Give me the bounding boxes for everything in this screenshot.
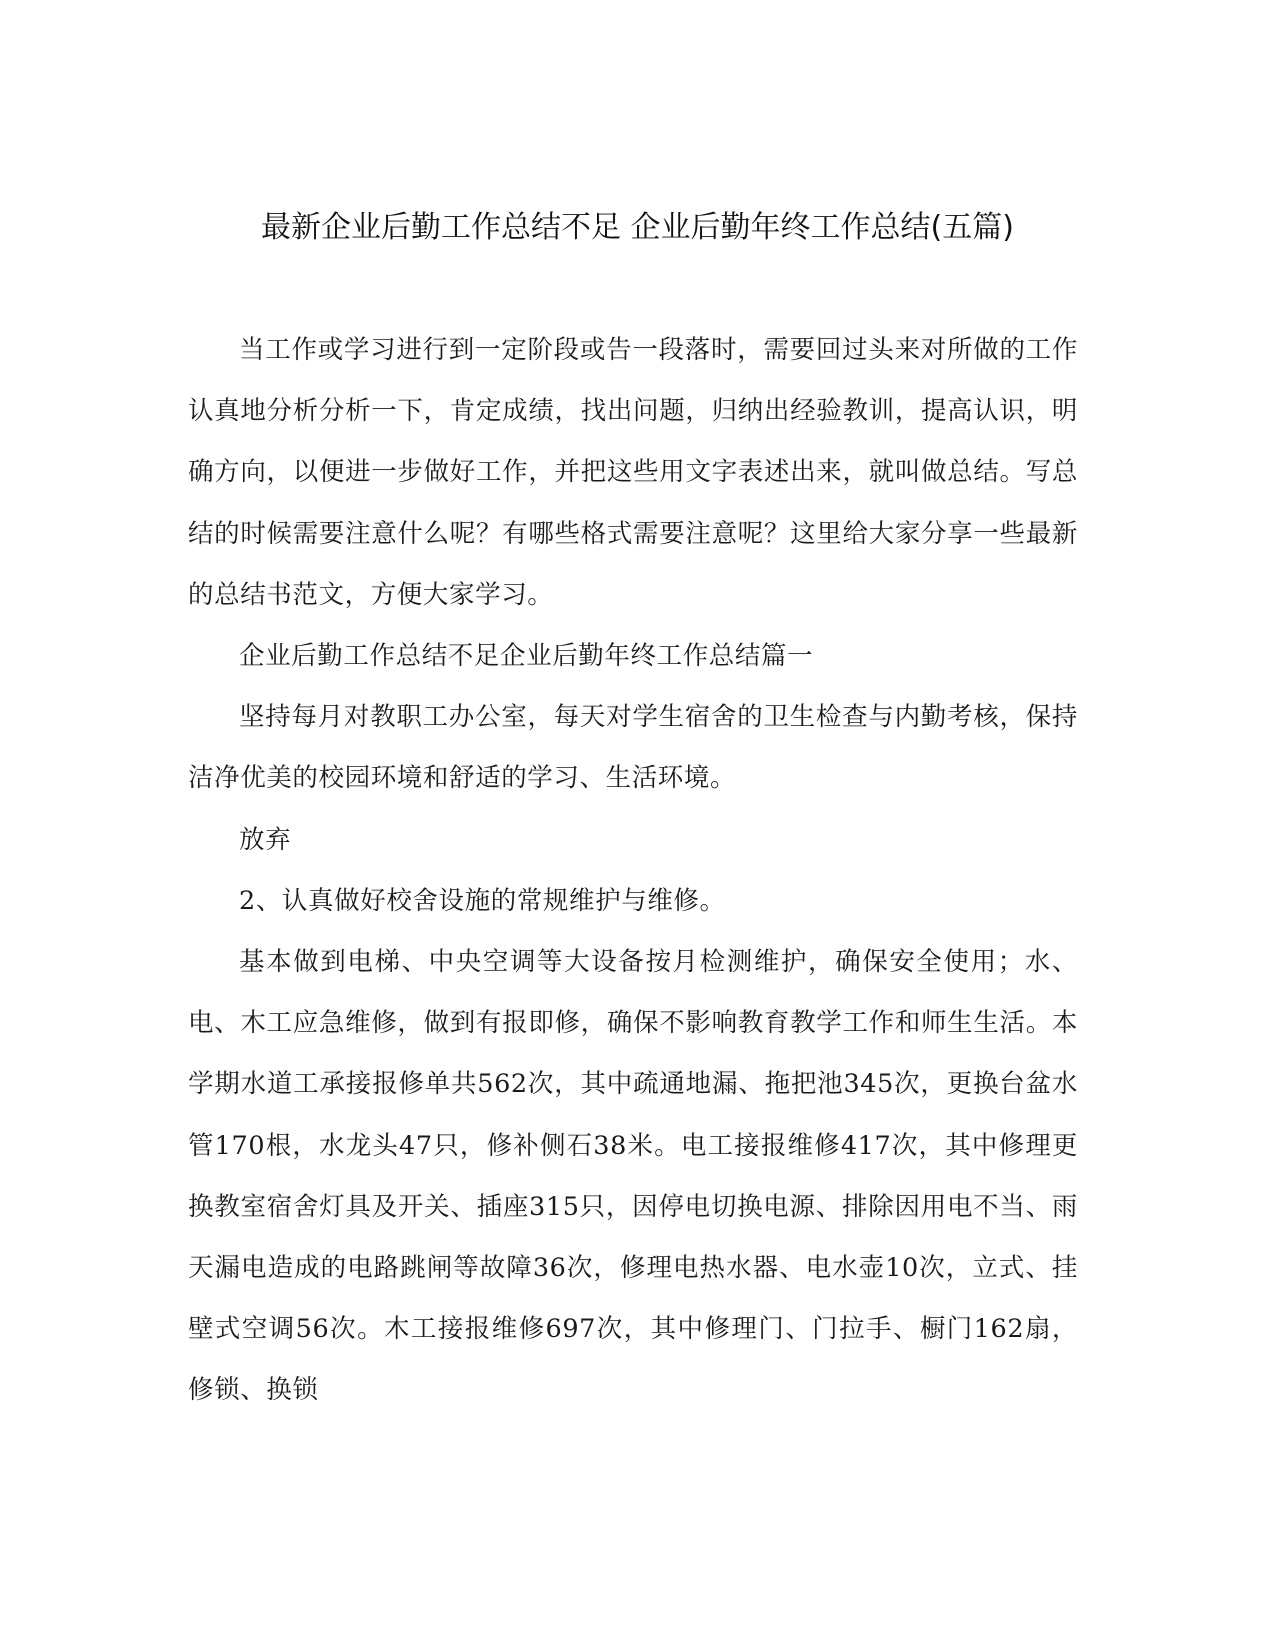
paragraph-abandon: 放弃 [239,824,292,855]
paragraph-item-2: 2、认真做好校舍设施的常规维护与维修。 [239,885,726,916]
paragraph-hygiene: 坚持每月对教职工办公室，每天对学生宿舍的卫生检查与内勤考核，保持洁净优美的校园环境和舒适的学习、生活环境。 [188,702,1078,794]
paragraph-maintenance: 基本做到电梯、中央空调等大设备按月检测维护，确保安全使用；水、电、木工应急维修，做到有报即修，确保不影响教育教学工作和师生生活。本学期水道工承接报修单共562次，其中疏通地漏、拖把池345次，更换台盆水管170根，水龙头47只，修补侧石38米。电工接报维修417次，其中修理更换教室宿舍灯具及开关、插座315只，因停电切换电源、排除因用电不当、雨天漏电造成的电路跳闸等故障36次，修理电热水器、电水壶10次，立式、挂壁式空调56次。木工接报维修697次，其中修理门、门拉手、橱门162扇，修锁、换锁 [188,947,1078,1406]
paragraph-section-heading: 企业后勤工作总结不足企业后勤年终工作总结篇一 [239,641,814,672]
document-title: 最新企业后勤工作总结不足 企业后勤年终工作总结(五篇) [261,210,1014,245]
paragraph-intro: 当工作或学习进行到一定阶段或告一段落时，需要回过头来对所做的工作认真地分析分析一下，肯定成绩，找出问题，归纳出经验教训，提高认识，明确方向，以便进一步做好工作，并把这些用文字表述出来，就叫做总结。写总结的时候需要注意什么呢？有哪些格式需要注意呢？这里给大家分享一些最新的总结书范文，方便大家学习。 [188,335,1078,610]
document-body [188,320,1078,1422]
